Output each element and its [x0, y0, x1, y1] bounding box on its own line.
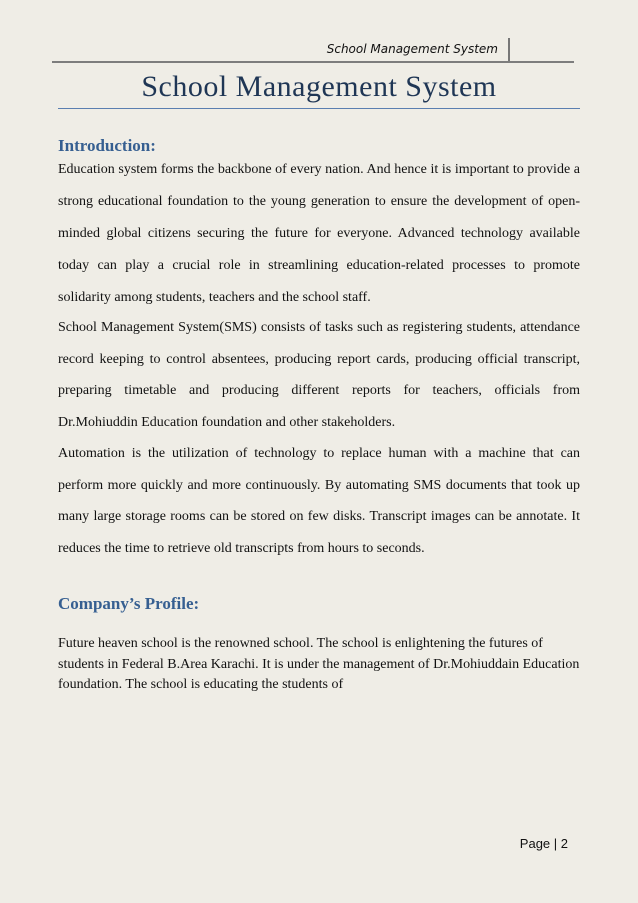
- paragraph: Education system forms the backbone of every nation. And hence it is important to provide a strong educational foundation to the young generation to ensure the development of open-minded global citizens securing the future for everyone. Advanced technology available today can play a crucial role in streamlining education-related processes to promote solidarity among students, teachers and the school staff.: [58, 162, 580, 305]
- title-underline: [58, 108, 580, 109]
- paragraph: School Management System(SMS) consists of tasks such as registering students, attendance record keeping to control absentees, producing report cards, producing official transcript, preparing timetable and producing different reports for teachers, officials from Dr.Mohiuddin Education foundation and other stakeholders.: [58, 320, 580, 430]
- running-header: School Management System: [326, 42, 498, 56]
- section-heading-company-profile: Company’s Profile:: [58, 594, 200, 613]
- section-heading-introduction: Introduction:: [58, 136, 156, 155]
- document-title: School Management System: [141, 70, 497, 103]
- page-number: Page | 2: [519, 836, 568, 851]
- paragraph: Automation is the utilization of technology to replace human with a machine that can perform more quickly and more continuously. By automating SMS documents that took up many large storage rooms can be stored on few disks. Transcript images can be annotate. It reduces the time to retrieve old transcripts from hours to seconds.: [58, 446, 580, 556]
- header-rule: [52, 61, 574, 63]
- header-divider-bar: [508, 38, 510, 62]
- paragraph: Future heaven school is the renowned school. The school is enlightening the futures of students in Federal B.Area Karachi. It is under the management of Dr.Mohiuddain Education foundation. The school is educating the students of: [58, 636, 580, 692]
